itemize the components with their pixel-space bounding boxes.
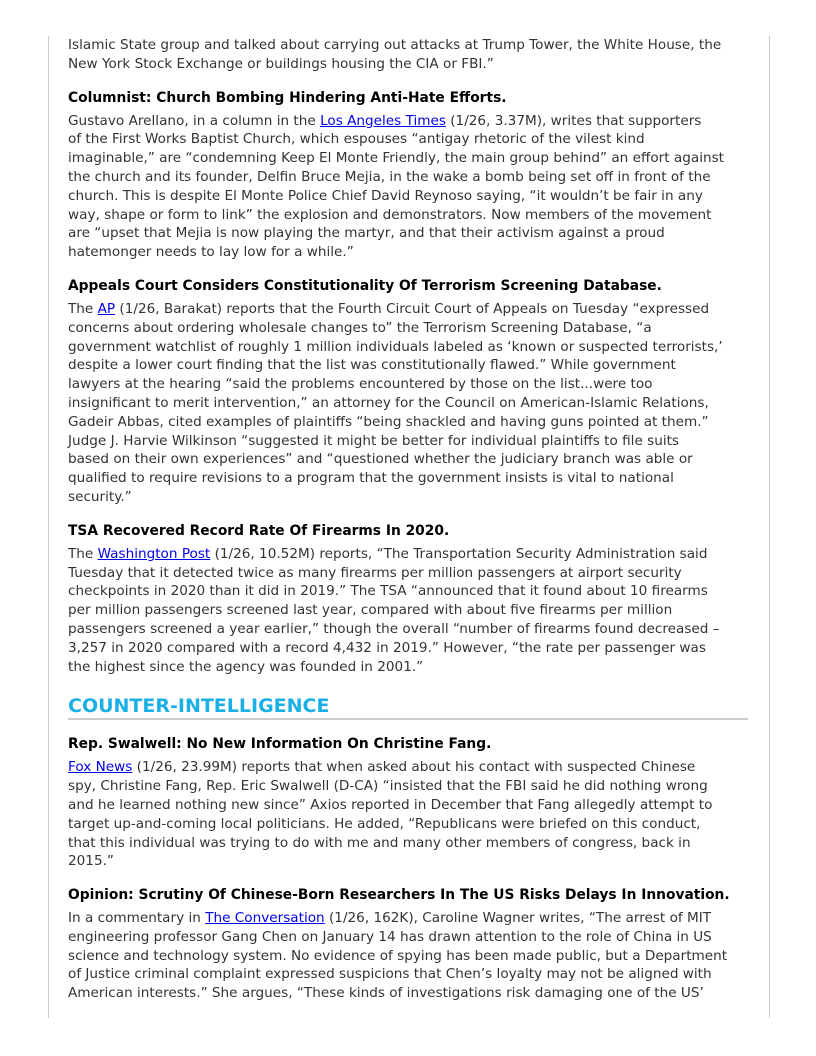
text-line: security.” bbox=[68, 488, 132, 505]
text-line: spy, Christine Fang, Rep. Eric Swalwell (D-CA) “insisted that the FBI said he did nothing wrong bbox=[68, 778, 708, 795]
text-segment: (1/26, Barakat) reports that the Fourth Circuit Court of Appeals on Tuesday “expressed bbox=[115, 300, 710, 317]
article-title: Rep. Swalwell: No New Information On Christine Fang. bbox=[68, 736, 492, 753]
article-title: Appeals Court Considers Constitutionality Of Terrorism Screening Database. bbox=[68, 277, 662, 294]
text-line: church. This is despite El Monte Police Chief David Reynoso saying, “it wouldn’t be fair in any bbox=[68, 187, 703, 204]
article-body bbox=[68, 112, 758, 262]
text-line bbox=[68, 545, 758, 564]
source-link[interactable]: AP bbox=[97, 300, 116, 317]
intro-paragraph bbox=[68, 36, 758, 74]
text-line: the church and its founder, Delfin Bruce Mejia, in the wake a bomb being set off in front of the bbox=[68, 168, 711, 185]
article bbox=[68, 277, 758, 507]
text-line: 2015.” bbox=[68, 853, 114, 870]
source-link[interactable]: Washington Post bbox=[97, 545, 211, 562]
text-line: that this individual was trying to do with me and many other members of congress, back in bbox=[68, 834, 691, 851]
text-line: of the First Works Baptist Church, which espouses “antigay rhetoric of the vilest kind bbox=[68, 131, 645, 148]
text-line: New York Stock Exchange or buildings housing the CIA or FBI.” bbox=[68, 55, 494, 72]
text-line: the highest since the agency was founded in 2001.” bbox=[68, 658, 424, 675]
article-body bbox=[68, 909, 758, 1003]
source-link[interactable]: The Conversation bbox=[205, 910, 325, 927]
text-line: Tuesday that it detected twice as many firearms per million passengers at airport security bbox=[68, 564, 682, 581]
text-line: science and technology system. No evidence of spying has been made public, but a Department bbox=[68, 947, 728, 964]
text-line: checkpoints in 2020 than it did in 2019.” The TSA “announced that it found about 10 firearms bbox=[68, 583, 708, 600]
text-segment: The bbox=[68, 545, 98, 562]
text-line: government watchlist of roughly 1 million individuals labeled as ‘known or suspected terrorists,’ bbox=[68, 338, 723, 355]
text-line: concerns about ordering wholesale changes to” the Terrorism Screening Database, “a bbox=[68, 319, 652, 336]
text-segment: Gustavo Arellano, in a column in the bbox=[68, 112, 321, 129]
article bbox=[68, 522, 758, 677]
source-link[interactable]: Fox News bbox=[68, 759, 133, 776]
article-title: TSA Recovered Record Rate Of Firearms In 2020. bbox=[68, 522, 450, 539]
article-body bbox=[68, 545, 758, 677]
text-line: passengers screened a year earlier,” though the overall “number of firearms found decreased – bbox=[68, 620, 720, 637]
text-segment: (1/26, 3.37M), writes that supporters bbox=[445, 112, 702, 129]
article-body bbox=[68, 758, 758, 871]
text-line: per million passengers screened last year, compared with about five firearms per million bbox=[68, 602, 673, 619]
text-line: based on their own experiences” and “questioned whether the judiciary branch was able or bbox=[68, 451, 693, 468]
text-segment: (1/26, 10.52M) reports, “The Transportation Security Administration said bbox=[210, 545, 708, 562]
text-line bbox=[68, 300, 758, 319]
text-line: insignificant to merit intervention,” an attorney for the Council on American-Islamic Relations, bbox=[68, 394, 709, 411]
text-line bbox=[68, 112, 758, 131]
article-title: Columnist: Church Bombing Hindering Anti-Hate Efforts. bbox=[68, 89, 507, 106]
article-title: Opinion: Scrutiny Of Chinese-Born Researchers In The US Risks Delays In Innovation. bbox=[68, 887, 730, 904]
text-line: imaginable,” are “condemning Keep El Monte Friendly, the main group behind” an effort against bbox=[68, 150, 724, 167]
text-line: hatemonger needs to lay low for a while.” bbox=[68, 244, 354, 261]
text-line: target up-and-coming local politicians. He added, “Republicans were briefed on this conduct, bbox=[68, 815, 701, 832]
text-line: American interests.” She argues, “These kinds of investigations risk damaging one of the US’ bbox=[68, 985, 704, 1002]
text-segment: In a commentary in bbox=[68, 910, 206, 927]
text-line: engineering professor Gang Chen on January 14 has drawn attention to the role of China in US bbox=[68, 928, 712, 945]
article bbox=[68, 735, 758, 871]
article bbox=[68, 89, 758, 262]
text-line: are “upset that Mejia is now playing the martyr, and that their activism against a proud bbox=[68, 225, 665, 242]
article-body bbox=[68, 300, 758, 507]
text-line: Islamic State group and talked about carrying out attacks at Trump Tower, the White House, the bbox=[68, 37, 722, 53]
text-line: of Justice criminal complaint expressed suspicions that Chen’s loyalty may not be aligned with bbox=[68, 966, 712, 983]
text-segment: The bbox=[68, 300, 98, 317]
text-line: 3,257 in 2020 compared with a record 4,432 in 2019.” However, “the rate per passenger was bbox=[68, 639, 706, 656]
section-heading: COUNTER-INTELLIGENCE bbox=[68, 694, 748, 720]
text-segment: (1/26, 23.99M) reports that when asked about his contact with suspected Chinese bbox=[132, 759, 696, 776]
text-segment: (1/26, 162K), Caroline Wagner writes, “The arrest of MIT bbox=[324, 910, 712, 927]
source-link[interactable]: Los Angeles Times bbox=[320, 112, 446, 129]
text-line bbox=[68, 909, 758, 928]
text-line: despite a lower court finding that the list was constitutionally flawed.” While government bbox=[68, 357, 676, 374]
text-line bbox=[68, 758, 758, 777]
newsletter-content bbox=[68, 36, 758, 1003]
text-line: lawyers at the hearing “said the problems encountered by those on the list...were too bbox=[68, 376, 653, 393]
text-line: qualified to require revisions to a program that the government insists is vital to national bbox=[68, 470, 674, 487]
text-line: and he learned nothing new since” Axios reported in December that Fang allegedly attempt to bbox=[68, 796, 713, 813]
text-line: Gadeir Abbas, cited examples of plaintiffs “being shackled and having guns pointed at them.” bbox=[68, 413, 709, 430]
article bbox=[68, 886, 758, 1003]
text-line: way, shape or form to link” the explosion and demonstrators. Now members of the movement bbox=[68, 206, 712, 223]
text-line: Judge J. Harvie Wilkinson “suggested it might be better for individual plaintiffs to file suits bbox=[68, 432, 680, 449]
